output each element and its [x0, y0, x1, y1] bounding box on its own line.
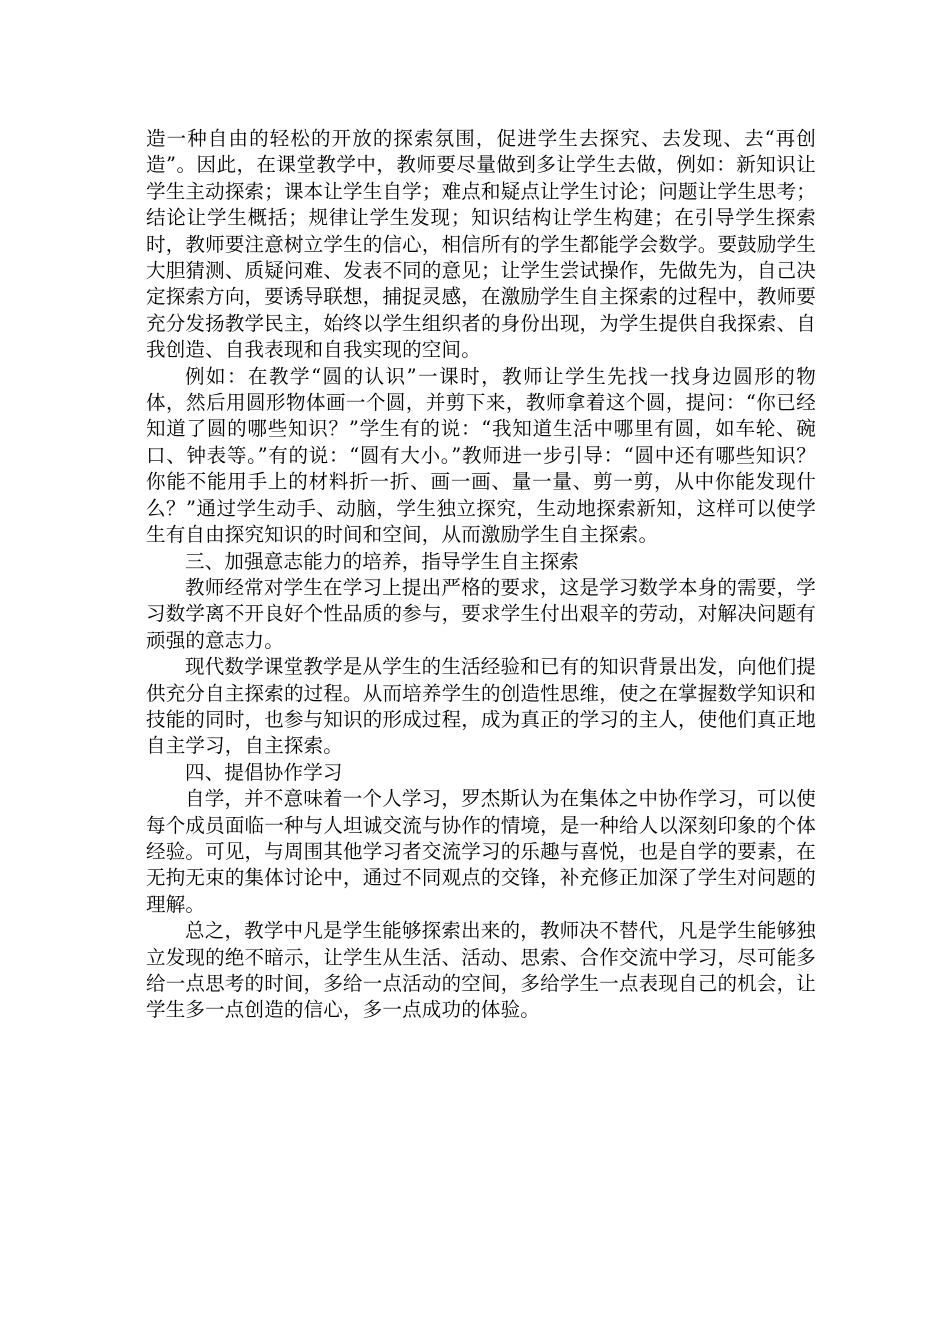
paragraph-1: 造一种自由的轻松的开放的探索氛围，促进学生去探究、去发现、去“再创造”。因此，在课堂教学中，教师要尽量做到多让学生去做，例如：新知识让学生主动探索；课本让学生自学；难点和疑点让学生讨论；问题让学生思考；结论让学生概括；规律让学生发现；知识结构让学生构建；在引导学生探索时，教师要注意树立学生的信心，相信所有的学生都能学会数学。要鼓励学生大胆猜测、质疑问难、发表不同的意见；让学生尝试操作，先做先为，自己决定探索方向，要诱导联想，捕捉灵感，在激励学生自主探索的过程中，教师要充分发扬教学民主，始终以学生组织者的身份出现，为学生提供自我探索、自我创造、自我表现和自我实现的空间。	[146, 127, 816, 362]
section-heading-3: 三、加强意志能力的培养，指导学生自主探索	[185, 549, 580, 573]
paragraph-2: 例如：在教学“圆的认识”一课时，教师让学生先找一找身边圆形的物体，然后用圆形物体画一个圆，并剪下来，教师拿着这个圆，提问：“你已经知道了圆的哪些知识？”学生有的说：“我知道生活中哪里有圆，如车轮、碗口、钟表等。”有的说：“圆有大小。”教师进一步引导：“圆中还有哪些知识？你能不能用手上的材料折一折、画一画、量一量、剪一剪，从中你能发现什么？”通过学生动手、动脑，学生独立探究，生动地探索新知，这样可以使学生有自由探究知识的时间和空间，从而激励学生自主探索。	[146, 364, 816, 547]
document-body	[146, 126, 816, 1024]
paragraph-5: 现代数学课堂教学是从学生的生活经验和已有的知识背景出发，向他们提供充分自主探索的过程。从而培养学生的创造性思维，使之在掌握数学知识和技能的同时，也参与知识的形成过程，成为真正的学习的主人，使他们真正地自主学习，自主探索。	[146, 655, 816, 758]
paragraph-7: 自学，并不意味着一个人学习，罗杰斯认为在集体之中协作学习，可以使每个成员面临一种与人坦诚交流与协作的情境，是一种给人以深刻印象的个体经验。可见，与周围其他学习者交流学习的乐趣与喜悦，也是自学的要素，在无拘无束的集体讨论中，通过不同观点的交锋，补充修正加深了学生对问题的理解。	[146, 787, 816, 916]
paragraph-4: 教师经常对学生在学习上提出严格的要求，这是学习数学本身的需要，学习数学离不开良好个性品质的参与，要求学生付出艰辛的劳动，对解决问题有顽强的意志力。	[146, 575, 816, 652]
section-heading-4: 四、提倡协作学习	[185, 760, 343, 784]
paragraph-8: 总之，教学中凡是学生能够探索出来的，教师决不替代，凡是学生能够独立发现的绝不暗示，让学生从生活、活动、思索、合作交流中学习，尽可能多给一点思考的时间，多给一点活动的空间，多给学生一点表现自己的机会，让学生多一点创造的信心，多一点成功的体验。	[146, 919, 816, 1022]
